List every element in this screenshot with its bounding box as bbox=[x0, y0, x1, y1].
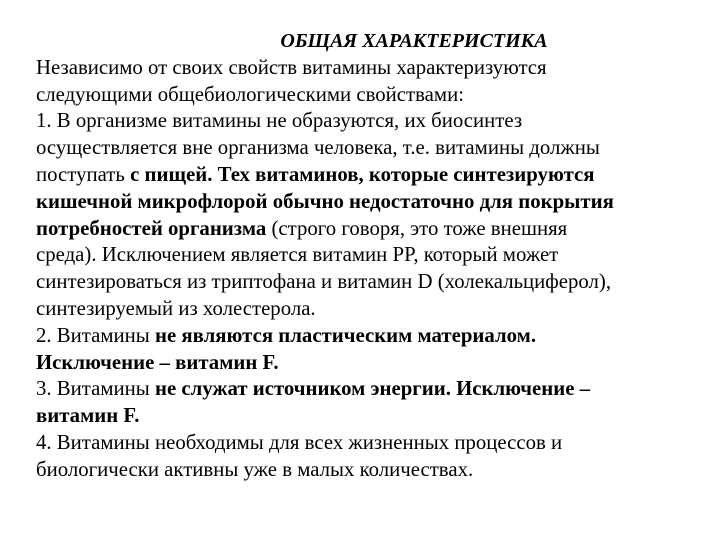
text-segment: 3. Витамины bbox=[36, 377, 155, 401]
text-line bbox=[36, 269, 712, 296]
text-segment: (строго говоря, это тоже внешняя bbox=[266, 216, 568, 240]
text-segment: биологически активны уже в малых количествах. bbox=[36, 457, 474, 481]
text-line bbox=[36, 162, 712, 189]
text-line bbox=[36, 323, 712, 350]
text-segment: синтезируемый из холестерола. bbox=[36, 296, 316, 320]
text-segment: синтезироваться из триптофана и витамин D (холекальциферол), bbox=[36, 270, 612, 294]
text-segment: поступать bbox=[36, 162, 131, 186]
text-segment: 2. Витамины bbox=[36, 323, 155, 347]
text-line bbox=[36, 216, 712, 243]
slide-content bbox=[36, 28, 712, 484]
text-segment: следующими общебиологическими свойствами: bbox=[36, 82, 464, 106]
text-segment: среда). Исключением является витамин PP, который может bbox=[36, 243, 559, 267]
bold-text: не служат источником энергии. Исключение – bbox=[154, 377, 591, 401]
slide-title: ОБЩАЯ ХАРАКТЕРИСТИКА bbox=[280, 30, 548, 52]
text-line bbox=[36, 296, 712, 323]
text-line bbox=[36, 376, 712, 403]
bold-text: не являются пластическим материалом. bbox=[154, 323, 537, 347]
slide-body bbox=[36, 55, 712, 484]
text-segment: 4. Витамины необходимы для всех жизненных процессов и bbox=[36, 430, 563, 454]
text-line bbox=[36, 403, 712, 430]
text-segment: осуществляется вне организма человека, т.е. витамины должны bbox=[36, 136, 600, 160]
text-line bbox=[36, 135, 712, 162]
text-line bbox=[36, 430, 712, 457]
text-line bbox=[36, 82, 712, 109]
text-line bbox=[36, 189, 712, 216]
text-segment: Независимо от своих свойств витамины характеризуются bbox=[36, 55, 547, 79]
text-line bbox=[36, 457, 712, 484]
text-line bbox=[36, 350, 712, 377]
text-segment: 1. В организме витамины не образуются, их биосинтез bbox=[36, 109, 523, 133]
text-line bbox=[36, 108, 712, 135]
bold-text: с пищей. Тех витаминов, которые синтезируются bbox=[130, 162, 595, 186]
bold-text: витамин F. bbox=[36, 404, 140, 428]
bold-text: Исключение – витамин F. bbox=[36, 350, 279, 374]
text-line bbox=[36, 242, 712, 269]
text-line bbox=[36, 55, 712, 82]
bold-text: потребностей организма bbox=[36, 216, 267, 240]
bold-text: кишечной микрофлорой обычно недостаточно для покрытия bbox=[36, 189, 614, 213]
